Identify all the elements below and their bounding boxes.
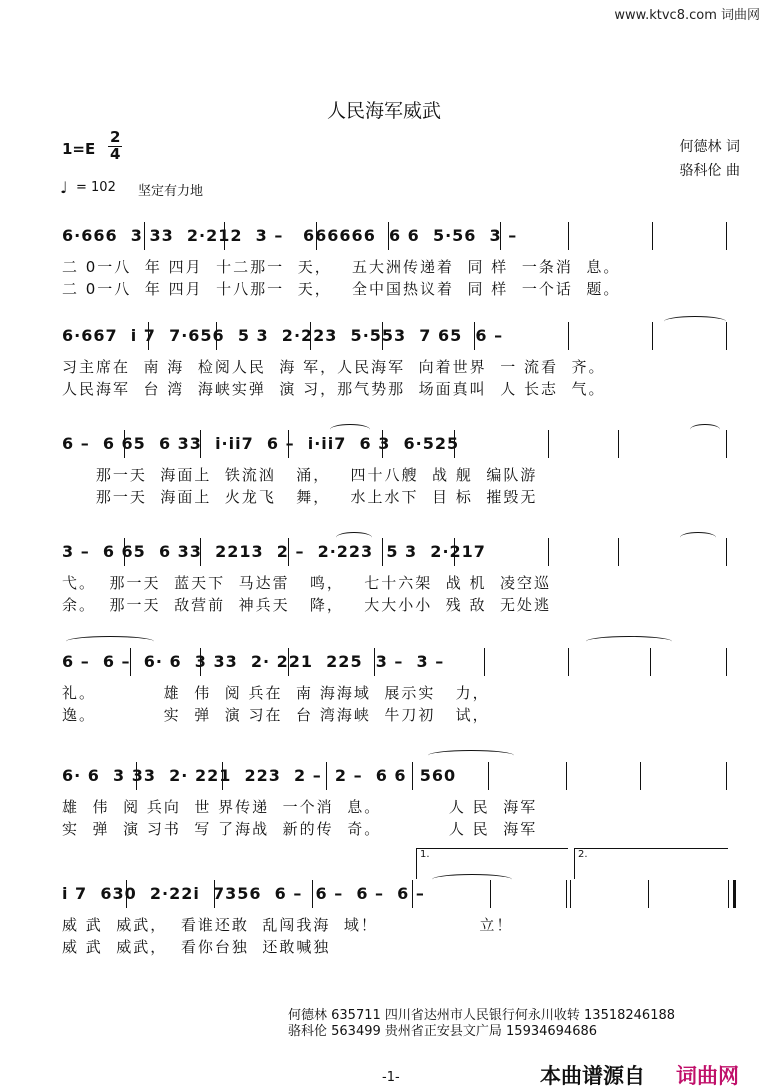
lyric-verse-2: 余。 那一天 敌营前 神兵天 降， 大大小小 残 敌 无处逃	[62, 596, 552, 614]
lyric-verse-1: 雄 伟 阅 兵向 世 界传递 一个消 息。 人 民 海军	[62, 798, 538, 816]
notation-row	[0, 849, 768, 910]
song-title: 人民海军威武	[326, 100, 441, 122]
lyric-verse-1: 习主席在 南 海 检阅人民 海 军，人民海军 向着世界 一 流看 齐。	[62, 358, 606, 376]
jianpu-notes: 3 – 6 65 6 33 2213 2 – 2·223 5 3 2·217	[62, 542, 486, 561]
lyric-verse-2: 那一天 海面上 火龙飞 舞， 水上水下 目 标 摧毁无	[62, 488, 538, 506]
source-label: 本曲谱源自	[540, 1064, 645, 1088]
notation-row	[0, 430, 768, 460]
jianpu-notes: 6· 6 3 33 2· 221 223 2 – 2 – 6 6 560	[62, 766, 457, 785]
lyric-verse-1: 弋。 那一天 蓝天下 马达雷 鸣， 七十六架 战 机 凌空巡	[62, 574, 552, 592]
lyricist-credit: 何德林 词	[679, 139, 740, 155]
notation-row	[0, 648, 768, 678]
lyric-verse-2: 威 武 威武， 看你台独 还敢喊独	[62, 938, 331, 956]
jianpu-notes: 6 – 6 65 6 33 i·ii7 6 – i·ii7 6 3 6·525	[62, 434, 460, 453]
time-signature-denominator: 4	[110, 145, 121, 163]
tempo-value: = 102	[76, 180, 116, 195]
contact-info-composer: 骆科伦 563499 贵州省正安县文广局 15934694686	[288, 1024, 598, 1039]
quarter-note-icon: ♩	[60, 178, 68, 197]
notation-row	[0, 538, 768, 568]
notation-row	[0, 222, 768, 252]
volta-2: 2.	[574, 848, 728, 879]
lyric-verse-2: 二 0一八 年 四月 十八那一 天， 全中国热议着 同 样 一个话 题。	[62, 280, 621, 298]
brand-logo: 词曲网	[676, 1064, 739, 1088]
lyric-verse-1: 二 0一八 年 四月 十二那一 天， 五大洲传递着 同 样 一条消 息。	[62, 258, 621, 276]
contact-info-lyricist: 何德林 635711 四川省达州市人民银行何永川收转 13518246188	[288, 1008, 676, 1023]
volta-1: 1.	[416, 848, 568, 879]
composer-credit: 骆科伦 曲	[679, 163, 740, 179]
lyric-verse-1: 礼。 雄 伟 阅 兵在 南 海海域 展示实 力，	[62, 684, 490, 702]
lyric-verse-2: 实 弹 演 习书 写 了海战 新的传 奇。 人 民 海军	[62, 820, 538, 838]
page-number: -1-	[382, 1070, 400, 1085]
notation-row	[0, 762, 768, 792]
lyric-verse-2: 人民海军 台 湾 海峡实弹 演 习，那气势那 场面真叫 人 长志 气。	[62, 380, 606, 398]
notation-row	[0, 322, 768, 352]
tempo-expression: 坚定有力地	[138, 184, 204, 199]
lyric-verse-2: 逸。 实 弹 演 习在 台 湾海峡 牛刀初 试，	[62, 706, 490, 724]
jianpu-notes: 6·666 3 33 2·212 3 – 666666 6 6 5·56 3 –	[62, 226, 518, 245]
key-signature: 1=E	[62, 140, 96, 158]
time-signature-numerator: 2	[110, 128, 121, 146]
jianpu-notes: 6·667 i 7 7·656 5 3 2·223 5·553 7 65 6 –	[62, 326, 504, 345]
lyric-verse-1: 那一天 海面上 铁流汹 涌， 四十八艘 战 舰 编队游	[62, 466, 538, 484]
jianpu-notes: i 7 630 2·22i 7356 6 – 6 – 6 – 6 –	[62, 884, 425, 903]
jianpu-notes: 6 – 6 – 6· 6 3 33 2· 221 225 3 – 3 –	[62, 652, 445, 671]
lyric-verse-1: 威 武 威武， 看谁还敢 乱闯我海 域！ 立！	[62, 916, 514, 934]
site-watermark: www.ktvc8.com 词曲网	[614, 8, 760, 23]
